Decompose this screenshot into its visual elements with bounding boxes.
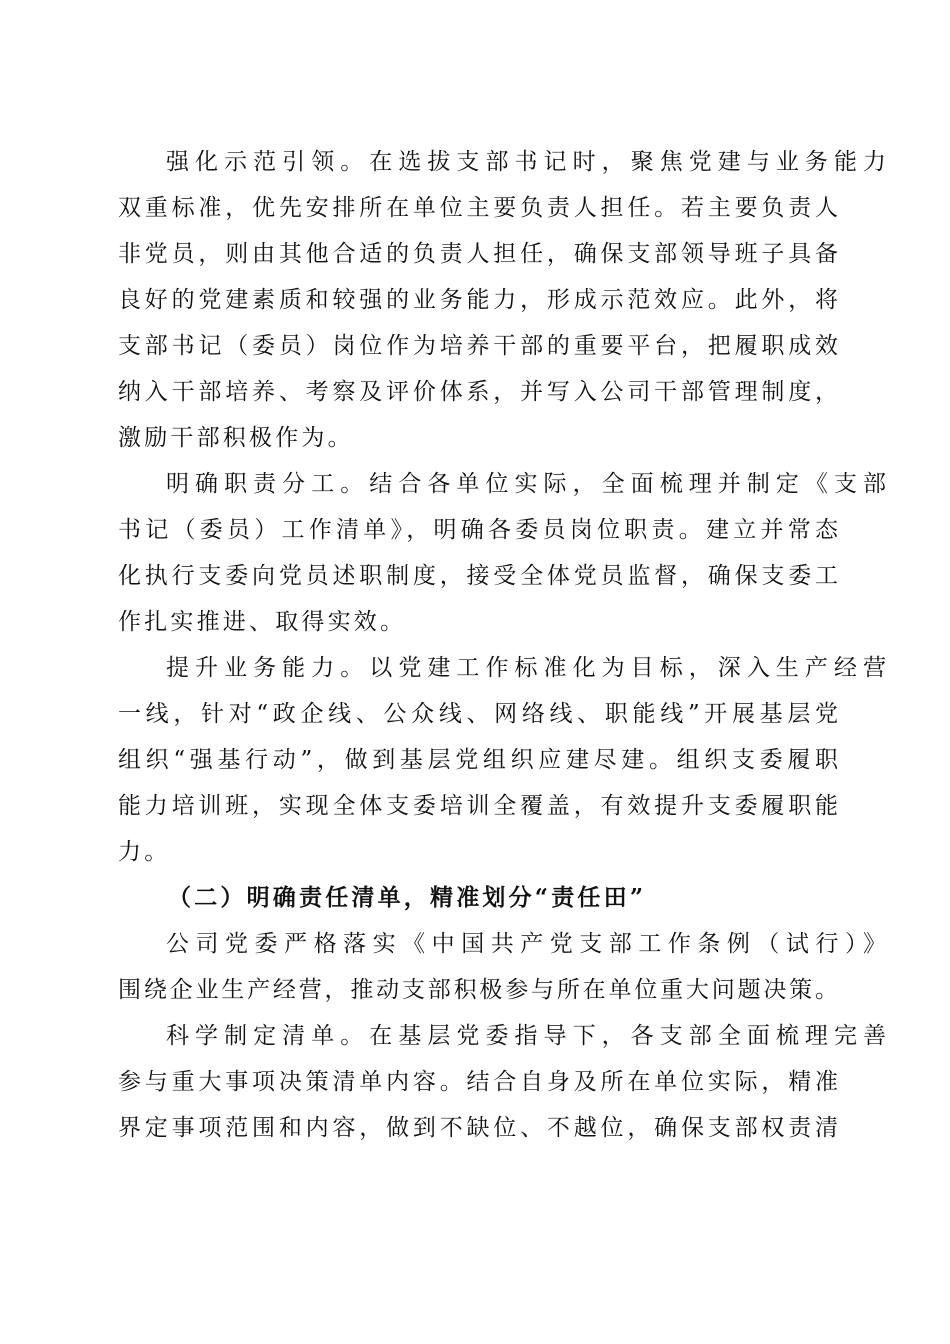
paragraph-line: 明确职责分工。结合各单位实际，全面梳理并制定《支部 [166,471,886,497]
paragraph-line: 科学制定清单。在基层党委指导下，各支部全面梳理完善 [166,1023,886,1049]
paragraph-line: 提升业务能力。以党建工作标准化为目标，深入生产经营 [166,655,886,681]
paragraph-line: 参与重大事项决策清单内容。结合自身及所在单位实际，精准 [118,1069,838,1095]
paragraph-line: 界定事项范围和内容，做到不缺位、不越位，确保支部权责清 [118,1115,838,1141]
paragraph-line: 一线，针对“政企线、公众线、网络线、职能线”开展基层党 [118,701,838,727]
paragraph-line: 支部书记（委员）岗位作为培养干部的重要平台，把履职成效 [118,333,838,359]
paragraph-line: 能力培训班，实现全体支委培训全覆盖，有效提升支委履职能 [118,793,838,819]
paragraph-line: 围绕企业生产经营，推动支部积极参与所在单位重大问题决策。 [118,977,838,1003]
paragraph-line: 书记（委员）工作清单》，明确各委员岗位职责。建立并常态 [118,517,838,543]
paragraph-line: 组织“强基行动”，做到基层党组织应建尽建。组织支委履职 [118,747,838,773]
paragraph-line: 良好的党建素质和较强的业务能力，形成示范效应。此外，将 [118,287,838,313]
paragraph-line: 双重标准，优先安排所在单位主要负责人担任。若主要负责人 [118,195,838,221]
paragraph-line: 激励干部积极作为。 [118,425,354,451]
section-heading: （二）明确责任清单，精准划分“责任田” [168,884,647,911]
paragraph-line: 非党员，则由其他合适的负责人担任，确保支部领导班子具备 [118,241,838,267]
paragraph-line: 强化示范引领。在选拔支部书记时，聚焦党建与业务能力 [166,149,886,175]
paragraph-line: 化执行支委向党员述职制度，接受全体党员监督，确保支委工 [118,563,838,589]
paragraph-line: 力。 [118,839,171,865]
paragraph-line: 纳入干部培养、考察及评价体系，并写入公司干部管理制度， [118,379,838,405]
paragraph-line: 公司党委严格落实《中国共产党支部工作条例（试行）》 [166,931,886,957]
paragraph-line: 作扎实推进、取得实效。 [118,609,407,635]
